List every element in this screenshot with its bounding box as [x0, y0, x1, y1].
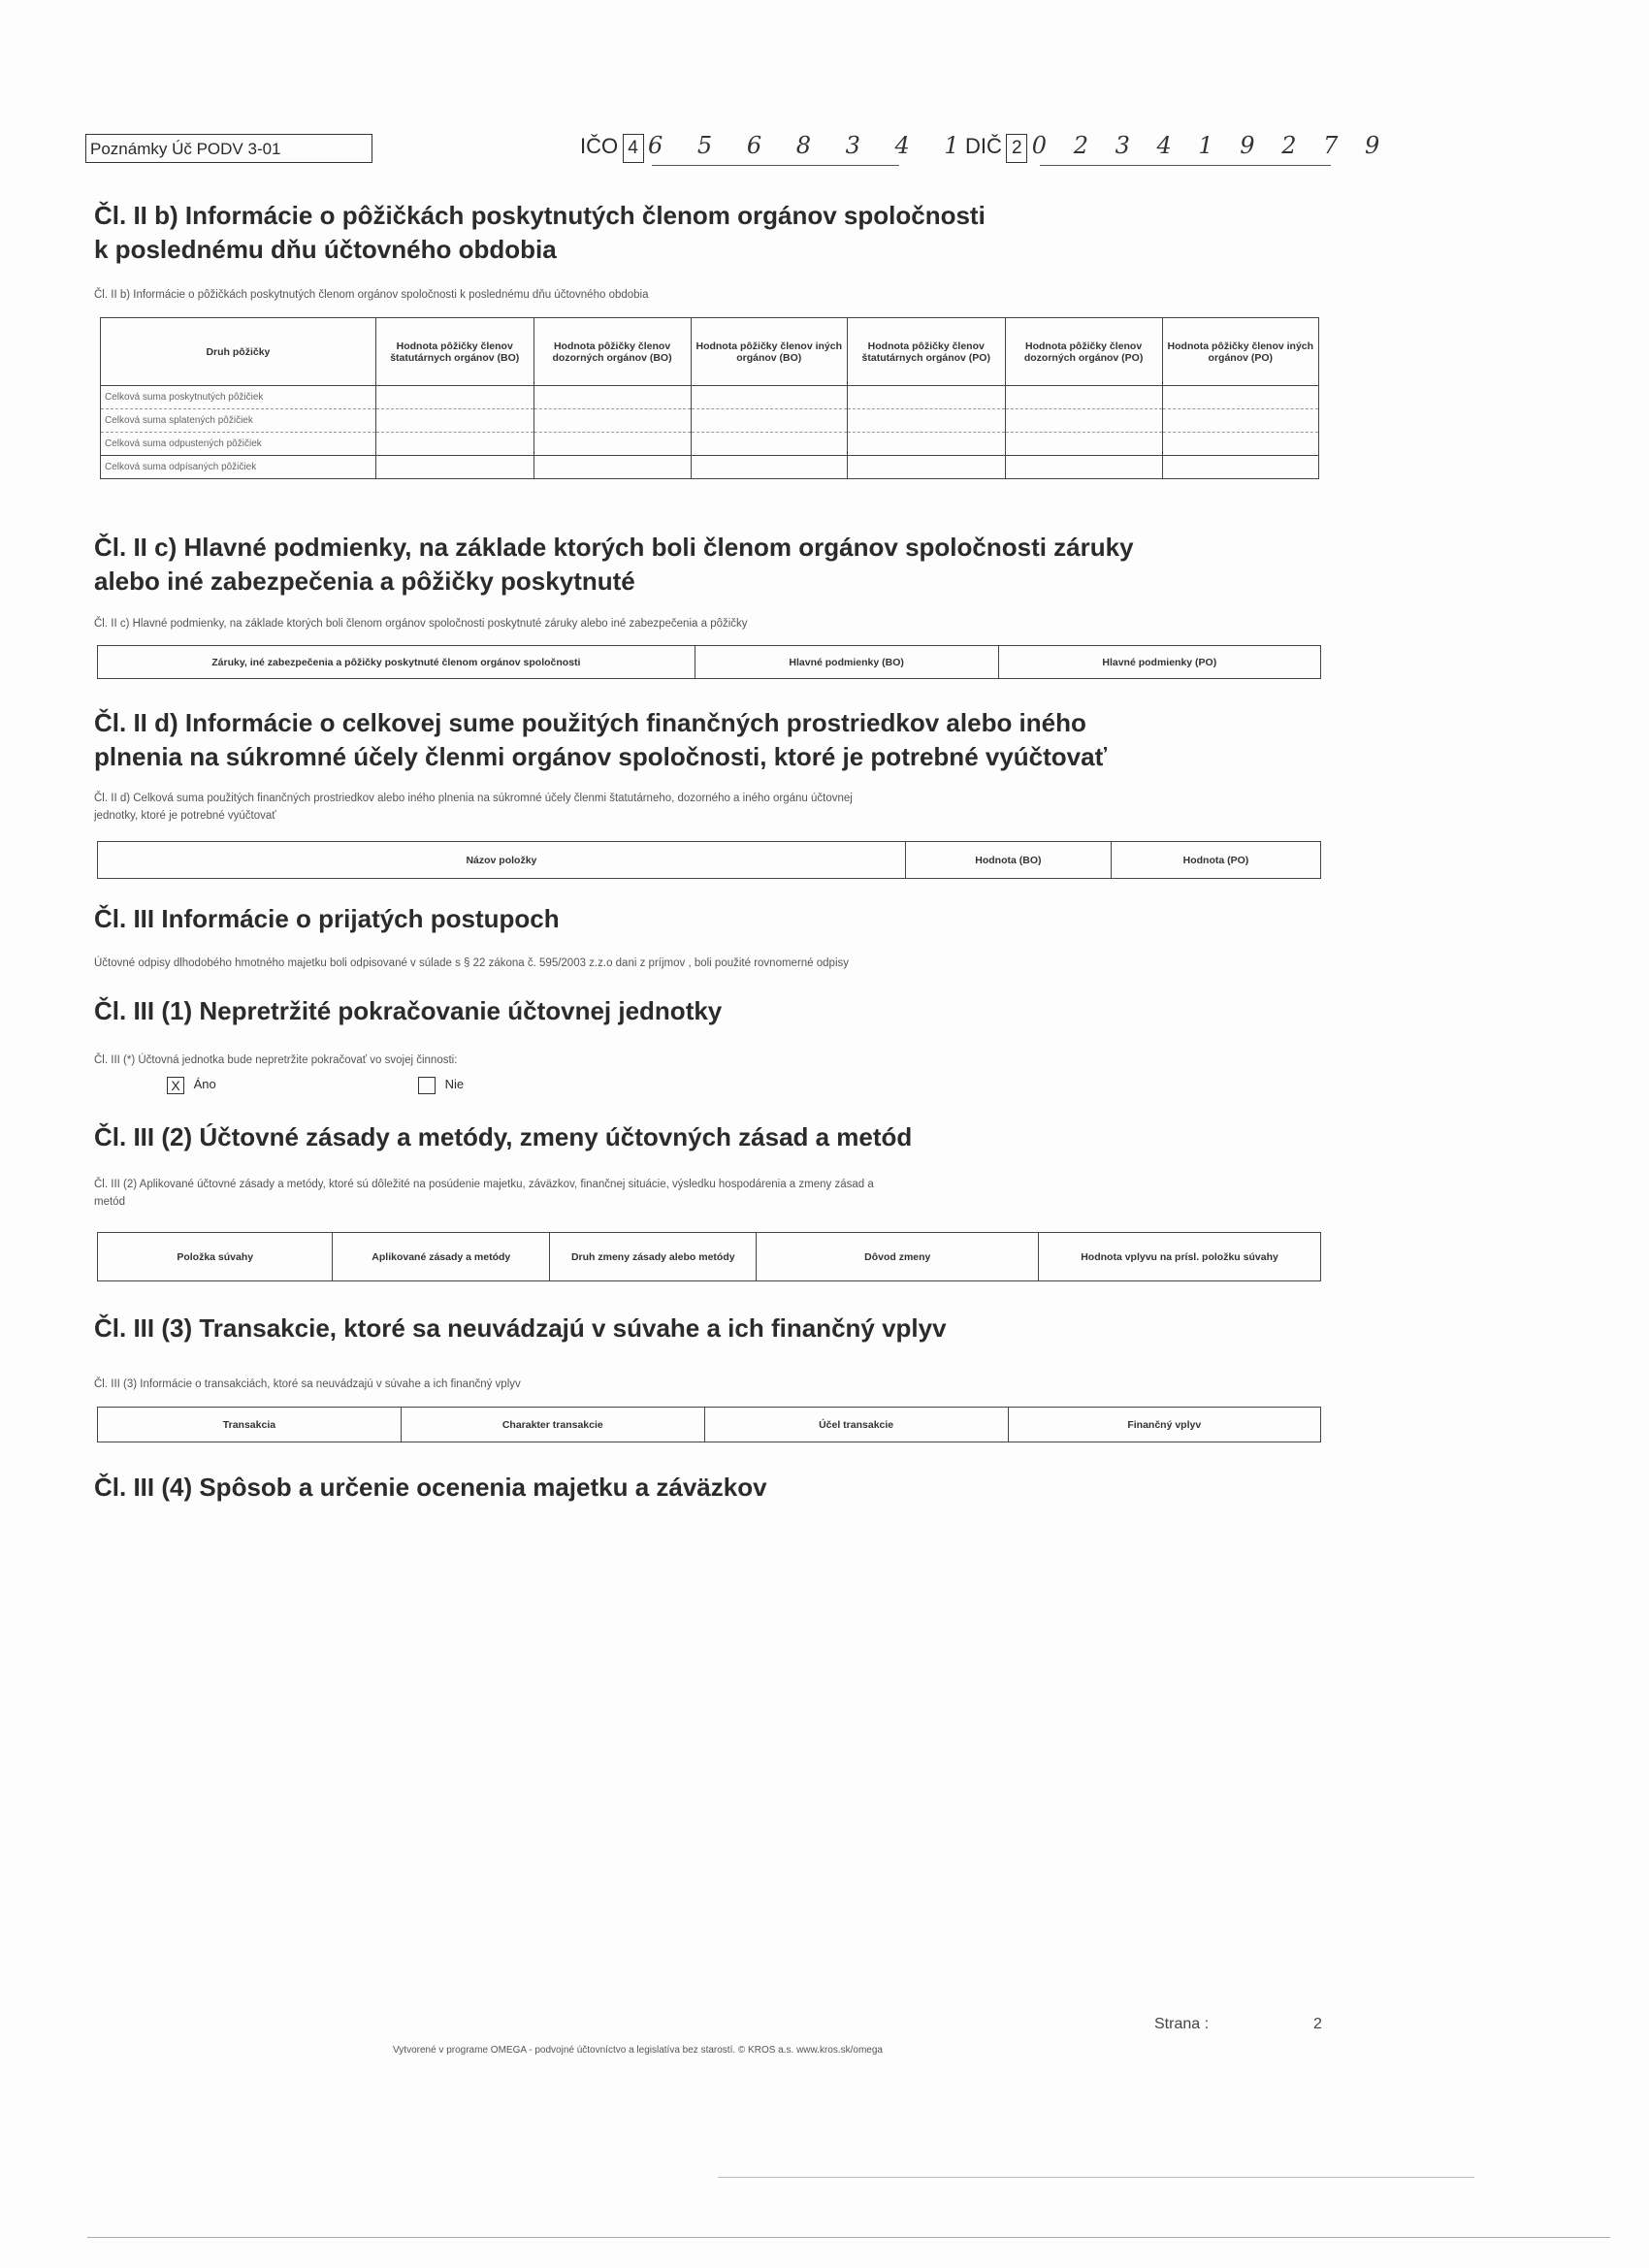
column-header: Druh pôžičky: [101, 318, 376, 386]
section-iii2-title: Čl. III (2) Účtovné zásady a metódy, zmeny účtovných zásad a metód: [94, 1122, 913, 1151]
column-header: Účel transakcie: [704, 1408, 1008, 1442]
column-header: Aplikované zásady a metódy: [333, 1233, 550, 1281]
private-use-table: [97, 841, 1321, 879]
column-header: Hodnota pôžičky členov štatutárnych orgánov (PO): [847, 318, 1005, 386]
section-iid-subtitle: Čl. II d) Celková suma použitých finančných prostriedkov alebo iného plnenia na súkromné účely členmi štatutárneho, dozorného a iného orgánu účtovnej jednotky, ktoré je potrebné vyúčtovať: [94, 793, 853, 822]
section-iii2-subtitle: Čl. III (2) Aplikované účtovné zásady a metódy, ktoré sú dôležité na posúdenie majetku, záväzkov, finančnej situácie, výsledku hospodárenia a zmeny zásad a metód: [94, 1179, 874, 1208]
dic-field: [965, 132, 1389, 163]
column-header: Hodnota (PO): [1111, 842, 1320, 879]
page-number: 2: [1313, 2016, 1322, 2032]
dic-handwritten: 0 2 3 4 1 9 2 7 9: [1031, 132, 1390, 159]
transactions-table: [97, 1407, 1321, 1442]
column-header: Hodnota pôžičky členov iných orgánov (PO): [1162, 318, 1318, 386]
table-row: Celková suma odpísaných pôžičiek: [101, 456, 1319, 479]
column-header: Hodnota pôžičky členov štatutárnych orgánov (BO): [375, 318, 534, 386]
section-iid-title: Čl. II d) Informácie o celkovej sume použitých finančných prostriedkov alebo iného plnenia na súkromné účely členmi orgánov spoločnosti, ktoré je potrebné vyúčtovať: [94, 708, 1108, 771]
yes-label: Áno: [193, 1077, 216, 1092]
ico-label: IČO: [580, 134, 619, 158]
dic-first-digit: 2: [1006, 134, 1027, 163]
accounting-methods-table: [97, 1232, 1321, 1281]
form-code: Poznámky Úč PODV 3-01: [90, 140, 281, 158]
section-iii3-subtitle: Čl. III (3) Informácie o transakciách, ktoré sa neuvádzajú v súvahe a ich finančný vplyv: [94, 1378, 521, 1390]
table-header-row: [101, 318, 1319, 386]
column-header: Charakter transakcie: [401, 1408, 704, 1442]
section-iic-title: Čl. II c) Hlavné podmienky, na základe ktorých boli členom orgánov spoločnosti záruky alebo iné zabezpečenia a pôžičky poskytnuté: [94, 533, 1134, 596]
section-iii1-subtitle: Čl. III (*) Účtovná jednotka bude nepretržite pokračovať vo svojej činnosti:: [94, 1054, 458, 1066]
column-header: Hodnota vplyvu na prísl. položku súvahy: [1039, 1233, 1321, 1281]
ico-field: [580, 132, 973, 163]
section-iii3-title: Čl. III (3) Transakcie, ktoré sa neuvádzajú v súvahe a ich finančný vplyv: [94, 1313, 947, 1343]
column-header: Položka súvahy: [98, 1233, 333, 1281]
footer-credits: Vytvorené v programe OMEGA - podvojné účtovníctvo a legislatíva bez starostí. © KROS a.s. www.kros.sk/omega: [393, 2045, 883, 2056]
section-iii-title: Čl. III Informácie o prijatých postupoch: [94, 904, 560, 933]
section-iii-text: Účtovné odpisy dlhodobého hmotného majetku boli odpisované v súlade s § 22 zákona č. 595/2003 z.z.o dani z príjmov , boli použité rovnomerné odpisy: [94, 957, 850, 969]
column-header: Hlavné podmienky (BO): [695, 646, 998, 679]
table-row: Celková suma poskytnutých pôžičiek: [101, 386, 1319, 409]
option-yes[interactable]: [167, 1077, 216, 1094]
table-row: Celková suma odpustených pôžičiek: [101, 433, 1319, 456]
column-header: Názov položky: [98, 842, 906, 879]
column-header: Hlavné podmienky (PO): [998, 646, 1320, 679]
section-iib-subtitle: Čl. II b) Informácie o pôžičkách poskytnutých členom orgánov spoločnosti k poslednému dňu účtovného obdobia: [94, 289, 649, 301]
option-no[interactable]: [418, 1077, 464, 1094]
no-label: Nie: [444, 1077, 465, 1092]
section-iib-title: Čl. II b) Informácie o pôžičkách poskytnutých členom orgánov spoločnosti k poslednému dňu účtovného obdobia: [94, 201, 986, 264]
loans-table: [100, 317, 1319, 479]
column-header: Hodnota pôžičky členov dozorných orgánov (PO): [1005, 318, 1162, 386]
column-header: Hodnota pôžičky členov iných orgánov (BO): [691, 318, 847, 386]
column-header: Druh zmeny zásady alebo metódy: [550, 1233, 757, 1281]
ico-handwritten: 6 5 6 8 3 4 1: [648, 132, 973, 159]
no-checkbox[interactable]: [418, 1077, 436, 1094]
column-header: Záruky, iné zabezpečenia a pôžičky poskytnuté členom orgánov spoločnosti: [98, 646, 695, 679]
section-iic-subtitle: Čl. II c) Hlavné podmienky, na základe ktorých boli členom orgánov spoločnosti poskytnuté záruky alebo iné zabezpečenia a pôžičky: [94, 618, 748, 630]
column-header: Dôvod zmeny: [757, 1233, 1039, 1281]
form-code-box: [85, 134, 372, 163]
table-row: Celková suma splatených pôžičiek: [101, 409, 1319, 433]
section-iii4-title: Čl. III (4) Spôsob a určenie ocenenia majetku a záväzkov: [94, 1473, 767, 1502]
column-header: Hodnota pôžičky členov dozorných orgánov (BO): [534, 318, 691, 386]
column-header: Transakcia: [98, 1408, 402, 1442]
dic-label: DIČ: [965, 134, 1002, 158]
column-header: Hodnota (BO): [905, 842, 1111, 879]
section-iii1-title: Čl. III (1) Nepretržité pokračovanie účtovnej jednotky: [94, 996, 723, 1025]
yes-checkbox[interactable]: X: [167, 1077, 184, 1094]
page-label: Strana :: [1154, 2016, 1210, 2032]
guarantees-table: [97, 645, 1321, 679]
ico-first-digit: 4: [623, 134, 644, 163]
column-header: Finančný vplyv: [1008, 1408, 1320, 1442]
